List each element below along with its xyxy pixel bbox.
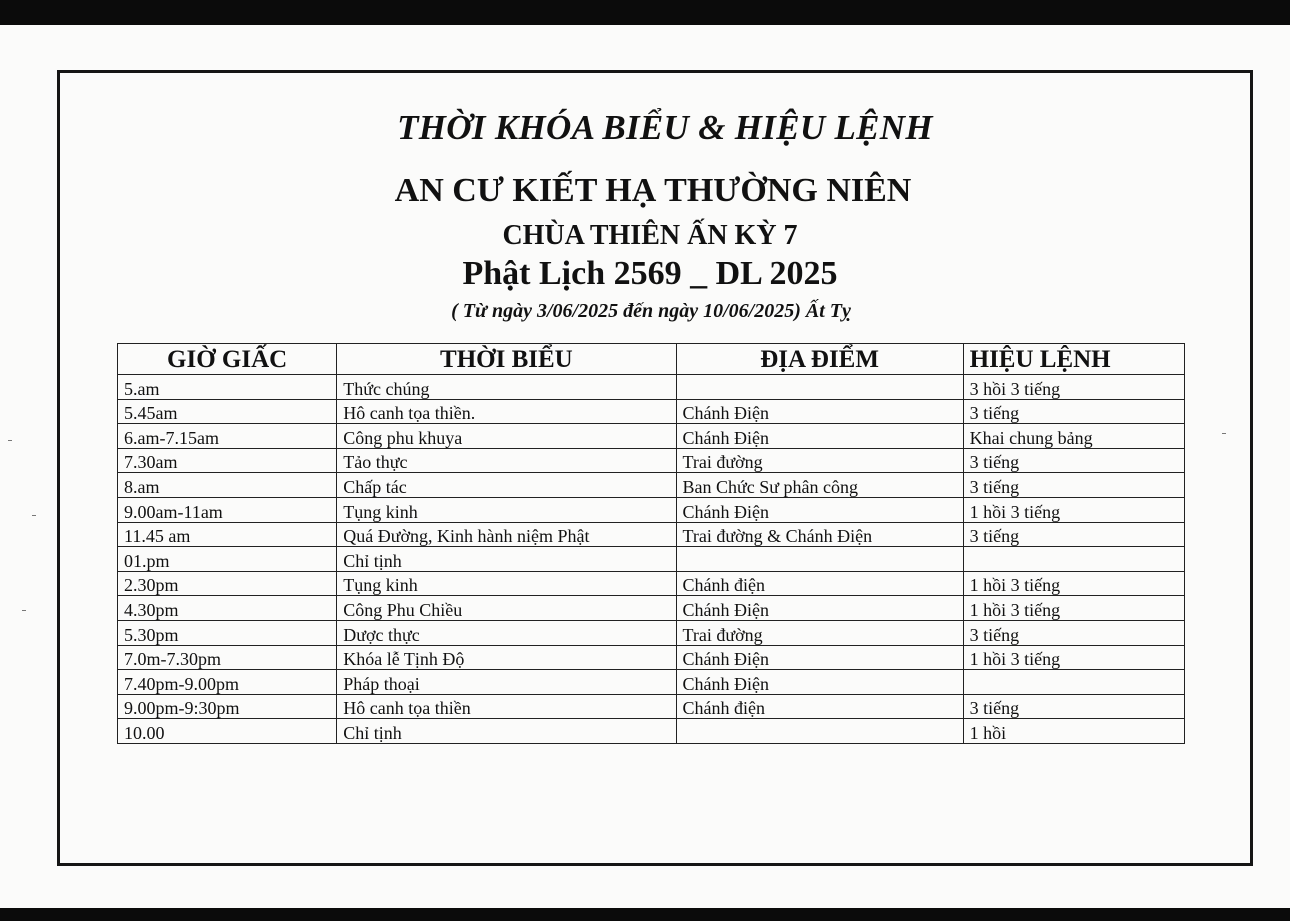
time-cell: 7.0m-7.30pm — [118, 645, 337, 670]
main-title: THỜI KHÓA BIỂU & HIỆU LỆNH — [397, 108, 933, 147]
time-cell: 8.am — [118, 473, 337, 498]
time-cell: 5.45am — [118, 399, 337, 424]
table-row — [118, 547, 1185, 572]
table-row — [118, 670, 1185, 695]
activity-cell: Hô canh tọa thiền. — [337, 399, 676, 424]
time-cell: 11.45 am — [118, 522, 337, 547]
time-cell: 7.30am — [118, 448, 337, 473]
location-cell: Chánh Điện — [676, 399, 963, 424]
time-cell: 10.00 — [118, 719, 337, 744]
paper-speck — [8, 440, 12, 441]
table-row — [118, 571, 1185, 596]
location-cell: Ban Chức Sư phân công — [676, 473, 963, 498]
activity-cell: Tụng kinh — [337, 571, 676, 596]
activity-cell: Dược thực — [337, 620, 676, 645]
signal-cell: 1 hồi 3 tiếng — [963, 497, 1184, 522]
signal-cell: 1 hồi 3 tiếng — [963, 645, 1184, 670]
location-cell: Chánh Điện — [676, 424, 963, 449]
signal-cell: 3 tiếng — [963, 448, 1184, 473]
signal-cell: 3 tiếng — [963, 694, 1184, 719]
table-row — [118, 399, 1185, 424]
bottom-black-border — [0, 908, 1290, 921]
activity-cell: Thức chúng — [337, 375, 676, 400]
activity-cell: Quá Đường, Kinh hành niệm Phật — [337, 522, 676, 547]
activity-cell: Hô canh tọa thiền — [337, 694, 676, 719]
event-title: AN CƯ KIẾT HẠ THƯỜNG NIÊN — [394, 172, 912, 209]
column-header-time: GIỜ GIẤC — [118, 344, 337, 375]
location-cell — [676, 547, 963, 572]
location-cell: Trai đường — [676, 448, 963, 473]
activity-cell: Chỉ tịnh — [337, 719, 676, 744]
location-cell — [676, 375, 963, 400]
temple-name: CHÙA THIÊN ẤN KỲ 7 — [502, 220, 798, 251]
table-row — [118, 719, 1185, 744]
time-cell: 4.30pm — [118, 596, 337, 621]
column-header-location: ĐỊA ĐIỂM — [676, 344, 963, 375]
table-row — [118, 424, 1185, 449]
activity-cell: Công phu khuya — [337, 424, 676, 449]
top-black-border — [0, 0, 1290, 25]
table-row — [118, 473, 1185, 498]
activity-cell: Chấp tác — [337, 473, 676, 498]
column-header-activity: THỜI BIỂU — [337, 344, 676, 375]
table-row — [118, 448, 1185, 473]
signal-cell: 3 tiếng — [963, 399, 1184, 424]
table-row — [118, 645, 1185, 670]
table-row — [118, 522, 1185, 547]
location-cell: Chánh Điện — [676, 670, 963, 695]
table-header-row — [118, 344, 1185, 375]
time-cell: 9.00pm-9:30pm — [118, 694, 337, 719]
signal-cell: 3 tiếng — [963, 522, 1184, 547]
location-cell: Trai đường — [676, 620, 963, 645]
location-cell: Chánh Điện — [676, 497, 963, 522]
activity-cell: Công Phu Chiều — [337, 596, 676, 621]
location-cell: Chánh Điện — [676, 596, 963, 621]
table-row — [118, 497, 1185, 522]
table-row — [118, 694, 1185, 719]
activity-cell: Tảo thực — [337, 448, 676, 473]
date-range: ( Từ ngày 3/06/2025 đến ngày 10/06/2025) Ất Tỵ — [451, 300, 851, 322]
location-cell: Chánh Điện — [676, 645, 963, 670]
table-row — [118, 375, 1185, 400]
activity-cell: Tụng kinh — [337, 497, 676, 522]
time-cell: 01.pm — [118, 547, 337, 572]
location-cell — [676, 719, 963, 744]
time-cell: 5.am — [118, 375, 337, 400]
column-header-signal: HIỆU LỆNH — [963, 344, 1184, 375]
signal-cell: Khai chung bảng — [963, 424, 1184, 449]
location-cell: Trai đường & Chánh Điện — [676, 522, 963, 547]
signal-cell: 1 hồi 3 tiếng — [963, 596, 1184, 621]
signal-cell: 1 hồi 3 tiếng — [963, 571, 1184, 596]
calendar-year: Phật Lịch 2569 _ DL 2025 — [462, 255, 838, 292]
signal-cell: 1 hồi — [963, 719, 1184, 744]
signal-cell: 3 tiếng — [963, 473, 1184, 498]
location-cell: Chánh điện — [676, 571, 963, 596]
time-cell: 9.00am-11am — [118, 497, 337, 522]
paper-speck — [32, 515, 36, 516]
activity-cell: Khóa lễ Tịnh Độ — [337, 645, 676, 670]
time-cell: 7.40pm-9.00pm — [118, 670, 337, 695]
table-row — [118, 620, 1185, 645]
signal-cell: 3 tiếng — [963, 620, 1184, 645]
signal-cell — [963, 670, 1184, 695]
time-cell: 6.am-7.15am — [118, 424, 337, 449]
activity-cell: Pháp thoại — [337, 670, 676, 695]
schedule-table — [117, 343, 1185, 744]
table-row — [118, 596, 1185, 621]
paper-speck — [22, 610, 26, 611]
signal-cell: 3 hồi 3 tiếng — [963, 375, 1184, 400]
signal-cell — [963, 547, 1184, 572]
time-cell: 5.30pm — [118, 620, 337, 645]
activity-cell: Chỉ tịnh — [337, 547, 676, 572]
time-cell: 2.30pm — [118, 571, 337, 596]
location-cell: Chánh điện — [676, 694, 963, 719]
